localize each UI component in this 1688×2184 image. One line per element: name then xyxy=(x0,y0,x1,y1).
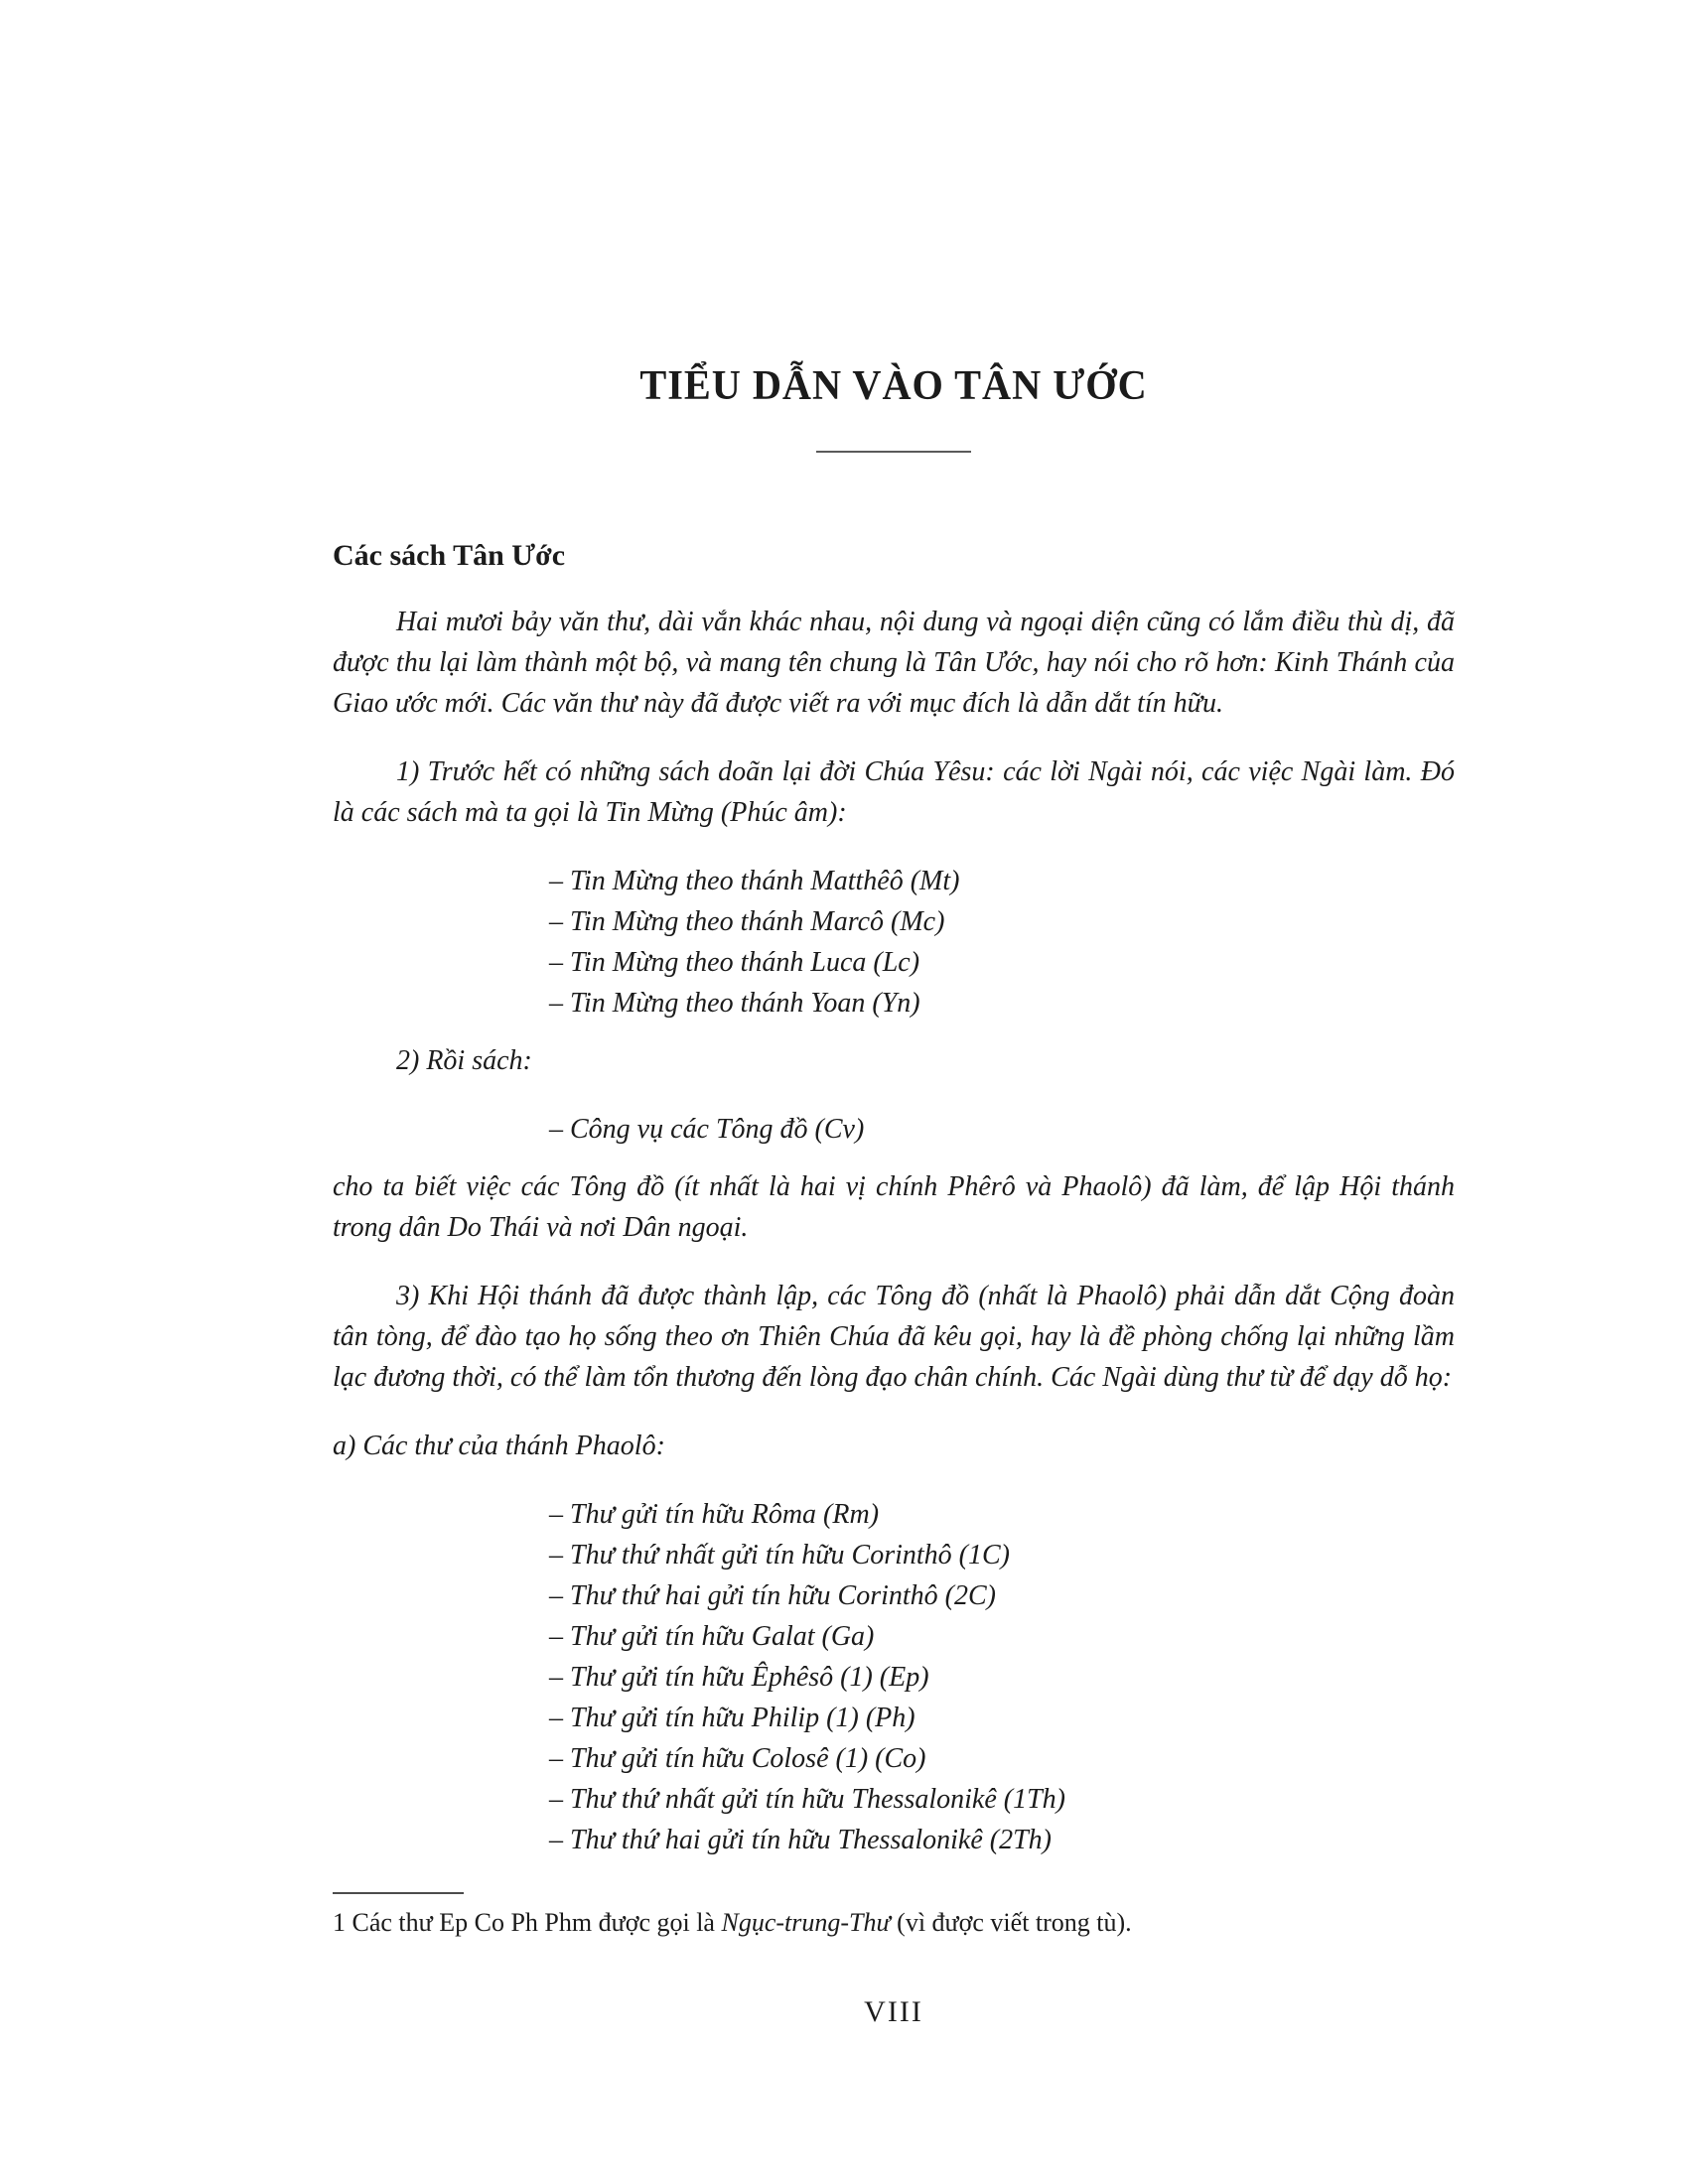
list-item: – Thư gửi tín hữu Rôma (Rm) xyxy=(549,1499,880,1531)
list-item: – Thư gửi tín hữu Galat (Ga) xyxy=(549,1621,875,1653)
pauline-letters-list xyxy=(549,1494,1455,1860)
numbered-paragraph-2: 2) Rồi sách: xyxy=(396,1045,532,1077)
continuation-paragraph: cho ta biết việc các Tông đồ (ít nhất là hai vị chính Phêrô và Phaolô) đã làm, để lập Hội thánh trong dân Do Thái và nơi Dân ngoại. xyxy=(333,1171,1455,1244)
list-item: – Thư gửi tín hữu Philip (1) (Ph) xyxy=(549,1703,915,1734)
list-item: – Thư thứ nhất gửi tín hữu Corinthô (1C) xyxy=(549,1540,1011,1571)
list-item: – Tin Mừng theo thánh Yoan (Yn) xyxy=(549,988,920,1020)
list-item: – Thư thứ hai gửi tín hữu Corinthô (2C) xyxy=(549,1580,997,1612)
list-item: – Công vụ các Tông đồ (Cv) xyxy=(549,1114,865,1146)
footnote-text-after: (vì được viết trong tù). xyxy=(890,1908,1132,1938)
list-item: – Thư thứ hai gửi tín hữu Thessalonikê (2Th) xyxy=(549,1825,1052,1856)
list-item: – Tin Mừng theo thánh Matthêô (Mt) xyxy=(549,866,960,897)
intro-paragraph: Hai mươi bảy văn thư, dài vắn khác nhau, nội dung và ngoại diện cũng có lắm điều thù dị, đã được thu lại làm thành một bộ, và mang tên chung là Tân Ước, hay nói cho rõ hơn: Kinh Thánh của Giao ước mới. Các văn thư này đã được viết ra với mục đích là dẫn dắt tín hữu. xyxy=(333,607,1455,720)
list-item: – Thư gửi tín hữu Colosê (1) (Co) xyxy=(549,1743,926,1775)
list-item: – Tin Mừng theo thánh Marcô (Mc) xyxy=(549,906,945,938)
list-item: – Thư thứ nhất gửi tín hữu Thessalonikê (1Th) xyxy=(549,1784,1065,1816)
footnote-text-before: 1 Các thư Ep Co Ph Phm được gọi là xyxy=(333,1908,722,1938)
acts-list xyxy=(549,1109,1455,1150)
numbered-paragraph-1: 1) Trước hết có những sách doãn lại đời Chúa Yêsu: các lời Ngài nói, các việc Ngài làm. Đó là các sách mà ta gọi là Tin Mừng (Phúc âm): xyxy=(333,756,1455,829)
page-number: VIII xyxy=(864,1995,923,2029)
footnote-separator-rule xyxy=(333,1892,464,1894)
list-item: – Thư gửi tín hữu Êphêsô (1) (Ep) xyxy=(549,1662,929,1694)
list-item: – Tin Mừng theo thánh Luca (Lc) xyxy=(549,947,920,979)
gospel-list xyxy=(549,861,1455,1024)
section-heading: Các sách Tân Ước xyxy=(333,539,566,573)
sublist-label-a: a) Các thư của thánh Phaolô: xyxy=(333,1431,665,1462)
title-divider-rule xyxy=(816,451,971,453)
numbered-paragraph-3: 3) Khi Hội thánh đã được thành lập, các Tông đồ (nhất là Phaolô) phải dẫn dắt Cộng đoàn tân tòng, để đào tạo họ sống theo ơn Thiên Chúa đã kêu gọi, hay là đề phòng chống lại những lầm lạc đương thời, có thể làm tổn thương đến lòng đạo chân chính. Các Ngài dùng thư từ để dạy dỗ họ: xyxy=(333,1281,1455,1394)
text-column xyxy=(333,0,1455,2029)
footnote-work-title: Ngục-trung-Thư xyxy=(721,1908,891,1938)
page-title: TIỂU DẪN VÀO TÂN ƯỚC xyxy=(639,363,1148,409)
footnote xyxy=(333,1906,1455,1940)
